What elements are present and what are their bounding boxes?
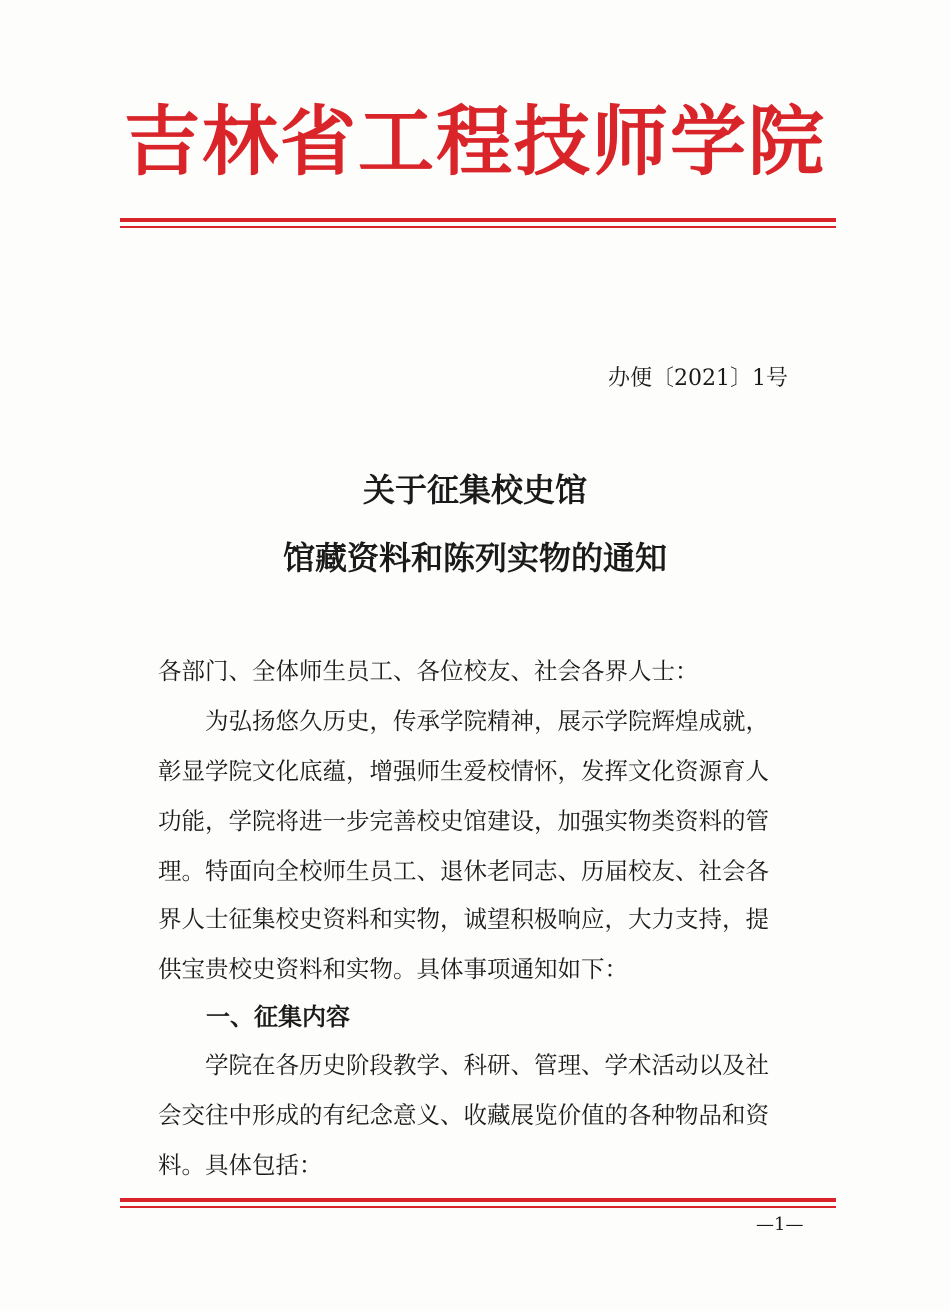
footer-rule-thin <box>120 1206 836 1208</box>
institution-header: 吉林省工程技师学院 <box>124 97 826 186</box>
header-rule-thin <box>120 226 836 228</box>
header-rule-thick <box>120 218 836 222</box>
paragraph-line: 料。具体包括： <box>158 1151 323 1179</box>
salutation: 各部门、全体师生员工、各位校友、社会各界人士： <box>158 657 699 685</box>
paragraph-line: 功能，学院将进一步完善校史馆建设，加强实物类资料的管 <box>158 807 769 835</box>
section-heading: 一、征集内容 <box>206 1003 350 1031</box>
notice-title-line-1: 关于征集校史馆 <box>362 471 587 509</box>
paragraph-line: 为弘扬悠久历史，传承学院精神，展示学院辉煌成就， <box>158 707 769 735</box>
paragraph-line: 彰显学院文化底蕴，增强师生爱校情怀，发挥文化资源育人 <box>158 757 769 785</box>
document-number: 办便〔2021〕1号 <box>608 366 788 391</box>
paragraph-line: 供宝贵校史资料和实物。具体事项通知如下： <box>158 955 628 983</box>
paragraph-line: 学院在各历史阶段教学、科研、管理、学术活动以及社 <box>158 1051 769 1079</box>
paragraph-line: 理。特面向全校师生员工、退休老同志、历届校友、社会各 <box>158 857 769 885</box>
notice-title-line-2: 馆藏资料和陈列实物的通知 <box>282 539 667 577</box>
paragraph-line: 会交往中形成的有纪念意义、收藏展览价值的各种物品和资 <box>158 1101 769 1129</box>
paragraph-line: 界人士征集校史资料和实物，诚望积极响应，大力支持，提 <box>158 905 769 933</box>
footer-rule-thick <box>120 1198 836 1202</box>
page-number: —1— <box>756 1214 804 1235</box>
